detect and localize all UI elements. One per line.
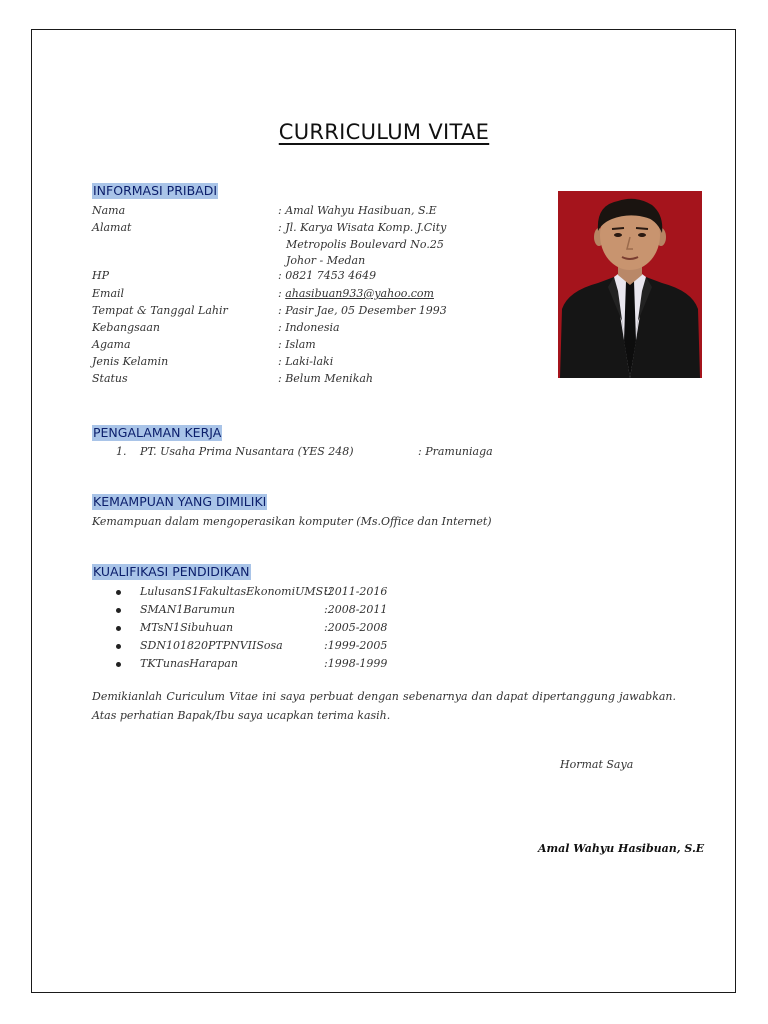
value-address-line-1: : Jl. Karya Wisata Komp. J.City	[278, 221, 447, 234]
email-link[interactable]: ahasibuan933@yahoo.com	[285, 287, 434, 300]
personal-info-heading: INFORMASI PRIBADI	[93, 183, 218, 198]
experience-heading: PENGALAMAN KERJA	[93, 425, 222, 440]
label-birth: Tempat & Tanggal Lahir	[92, 304, 228, 317]
bullet-icon	[116, 662, 121, 667]
regards-text: Hormat Saya	[560, 758, 634, 771]
email-prefix: :	[278, 287, 286, 300]
value-gender: : Laki-laki	[278, 355, 334, 368]
label-hp: HP	[92, 269, 109, 282]
value-status: : Belum Menikah	[278, 372, 374, 385]
experience-number: 1.	[116, 445, 127, 458]
signature-name: Amal Wahyu Hasibuan, S.E	[538, 842, 705, 855]
education-school: TKTunasHarapan	[140, 657, 238, 670]
education-years: :2005-2008	[324, 621, 388, 634]
document-title: CURRICULUM VITAE	[278, 120, 490, 144]
value-religion: : Islam	[278, 338, 316, 351]
education-school: SMAN1Barumun	[140, 603, 235, 616]
label-address: Alamat	[92, 221, 132, 234]
education-school: LulusanS1FakultasEkonomiUMSU	[140, 585, 333, 598]
label-nationality: Kebangsaan	[92, 321, 161, 334]
label-email: Email	[92, 287, 125, 300]
education-years: :1998-1999	[324, 657, 388, 670]
education-school: SDN101820PTPNVIISosa	[140, 639, 283, 652]
portrait-illustration	[558, 191, 702, 378]
value-nationality: : Indonesia	[278, 321, 340, 334]
bullet-icon	[116, 626, 121, 631]
label-gender: Jenis Kelamin	[92, 355, 169, 368]
education-years: :2008-2011	[324, 603, 388, 616]
bullet-icon	[116, 644, 121, 649]
value-email-row	[278, 286, 434, 302]
education-years: :2011-2016	[324, 585, 388, 598]
closing-paragraph: Demikianlah Curiculum Vitae ini saya perbuat dengan sebenarnya dan dapat dipertanggung jawabkan. Atas perhatian Bapak/Ibu saya ucapkan terima kasih.	[92, 690, 676, 722]
value-name: : Amal Wahyu Hasibuan, S.E	[278, 204, 437, 217]
education-years: :1999-2005	[324, 639, 388, 652]
profile-photo	[558, 191, 702, 378]
value-address-line-3: Johor - Medan	[286, 254, 366, 267]
label-religion: Agama	[92, 338, 131, 351]
bullet-icon	[116, 608, 121, 613]
experience-company: PT. Usaha Prima Nusantara (YES 248)	[140, 445, 354, 458]
experience-role: : Pramuniaga	[418, 445, 493, 458]
skills-text: Kemampuan dalam mengoperasikan komputer (Ms.Office dan Internet)	[92, 515, 492, 528]
value-birth: : Pasir Jae, 05 Desember 1993	[278, 304, 447, 317]
value-address-line-2: Metropolis Boulevard No.25	[286, 238, 444, 251]
label-name: Nama	[92, 204, 126, 217]
education-heading: KUALIFIKASI PENDIDIKAN	[93, 564, 250, 579]
education-school: MTsN1Sibuhuan	[140, 621, 234, 634]
label-status: Status	[92, 372, 128, 385]
value-hp: : 0821 7453 4649	[278, 269, 377, 282]
skills-heading: KEMAMPUAN YANG DIMILIKI	[93, 494, 267, 509]
bullet-icon	[116, 590, 121, 595]
